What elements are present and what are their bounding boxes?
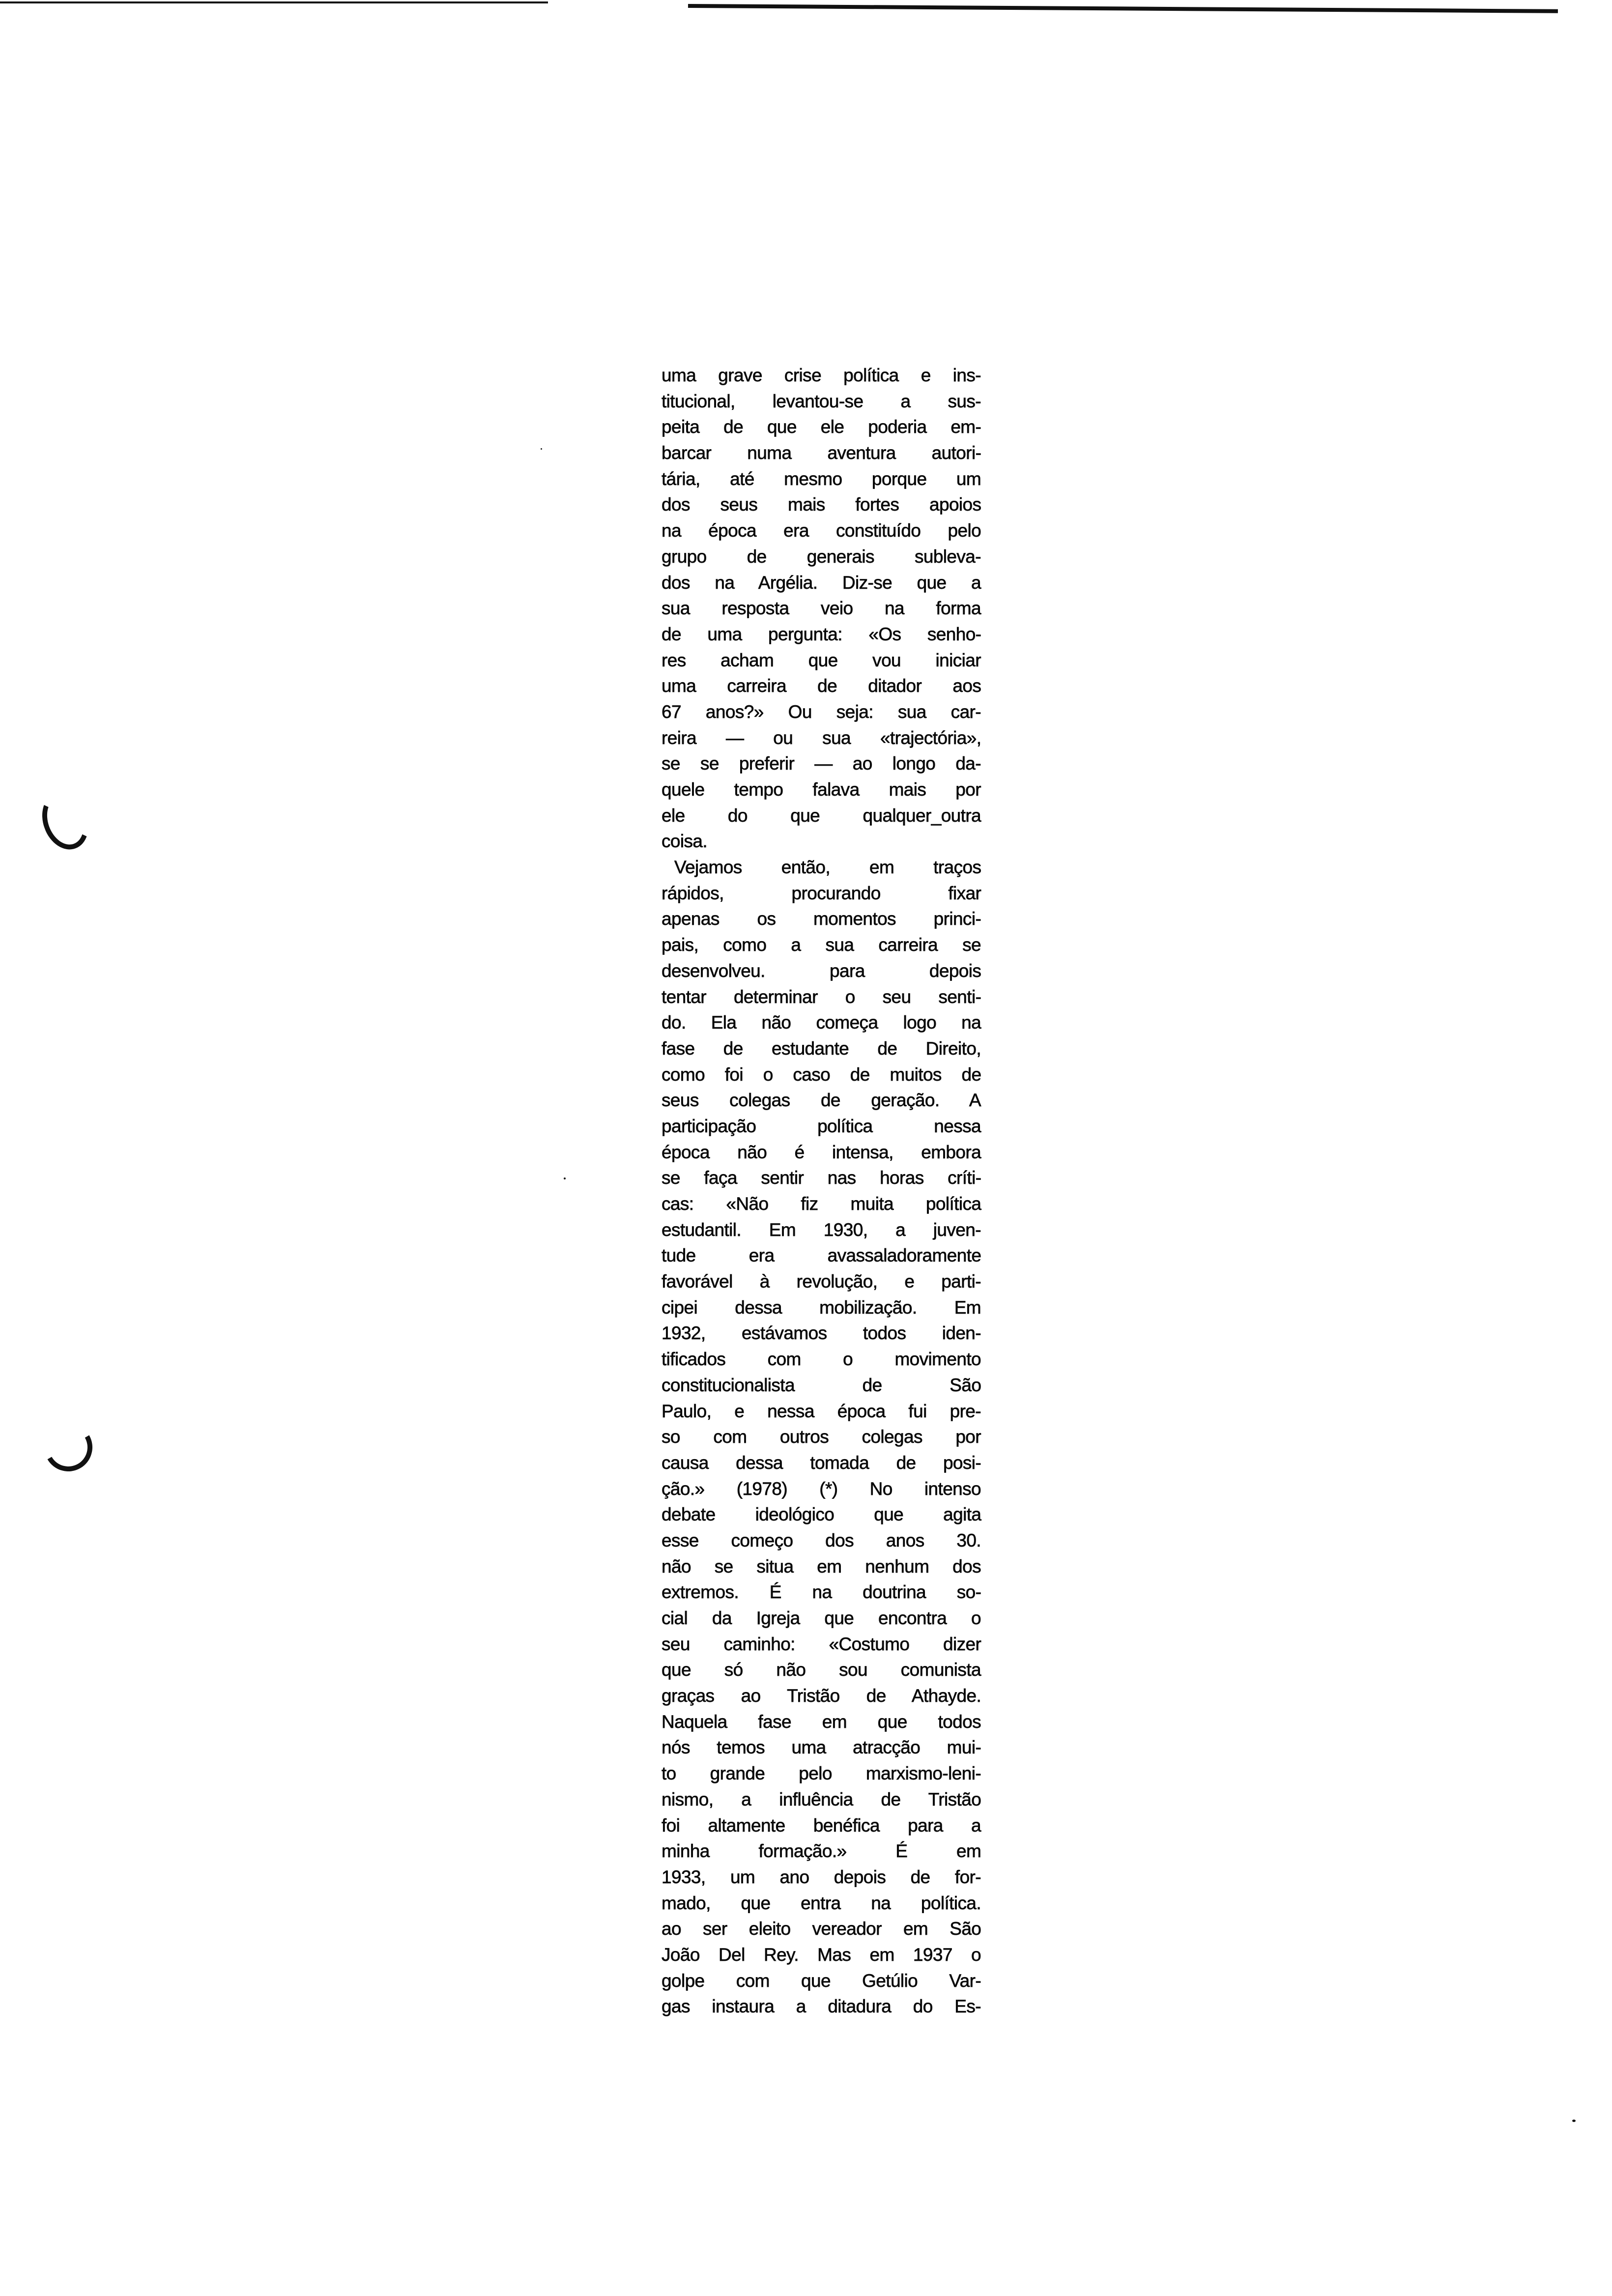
text-line: como foi o caso de muitos de [662, 1064, 981, 1085]
scan-speck [1572, 2120, 1576, 2122]
hole-punch-mark-lower [39, 1418, 98, 1477]
text-line: cas: «Não fiz muita política [662, 1194, 981, 1214]
text-line: cipei dessa mobilização. Em [662, 1297, 981, 1318]
text-line: 1933, um ano depois de for- [662, 1866, 981, 1887]
text-line: tude era avassaladoramente [662, 1245, 981, 1266]
text-line: do. Ela não começa logo na [662, 1012, 981, 1033]
text-line: constitucionalista de São [662, 1375, 981, 1395]
text-line: titucional, levantou-se a sus- [662, 391, 981, 411]
hole-punch-mark-upper [34, 785, 96, 856]
text-line-paragraph-start: Vejamos então, em traços [674, 857, 981, 878]
text-line-paragraph-end: coisa. [662, 831, 708, 852]
text-line: sua resposta veio na forma [662, 598, 981, 619]
text-line: nismo, a influência de Tristão [662, 1789, 981, 1809]
text-line: to grande pelo marxismo-leni- [662, 1763, 981, 1784]
text-line: golpe com que Getúlio Var- [662, 1970, 981, 1991]
text-line: 1932, estávamos todos iden- [662, 1323, 981, 1344]
scan-speck [564, 1177, 566, 1179]
text-line: esse começo dos anos 30. [662, 1530, 981, 1550]
text-line: nós temos uma atracção mui- [662, 1737, 981, 1758]
text-line: so com outros colegas por [662, 1427, 981, 1447]
text-line: dos na Argélia. Diz-se que a [662, 572, 981, 593]
text-line: época não é intensa, embora [662, 1142, 981, 1162]
text-line: reira — ou sua «trajectória», [662, 727, 981, 748]
text-line: quele tempo falava mais por [662, 779, 981, 800]
text-line: fase de estudante de Direito, [662, 1038, 981, 1059]
text-line: João Del Rey. Mas em 1937 o [662, 1944, 981, 1965]
text-line: estudantil. Em 1930, a juven- [662, 1219, 981, 1240]
text-line: uma carreira de ditador aos [662, 676, 981, 696]
text-line: de uma pergunta: «Os senho- [662, 624, 981, 644]
text-line: apenas os momentos princi- [662, 909, 981, 929]
text-line: que só não sou comunista [662, 1660, 981, 1680]
text-line: se faça sentir nas horas críti- [662, 1168, 981, 1188]
text-line: extremos. É na doutrina so- [662, 1582, 981, 1603]
text-line: rápidos, procurando fixar [662, 883, 981, 903]
text-line: ção.» (1978) (*) No intenso [662, 1478, 981, 1499]
text-line: tária, até mesmo porque um [662, 468, 981, 489]
text-line: mado, que entra na política. [662, 1893, 981, 1913]
text-line: graças ao Tristão de Athayde. [662, 1686, 981, 1706]
text-line: minha formação.» É em [662, 1841, 981, 1862]
text-line: dos seus mais fortes apoios [662, 494, 981, 515]
text-line: participação política nessa [662, 1116, 981, 1136]
scan-edge-line-right [688, 4, 1558, 13]
text-line: 67 anos?» Ou seja: sua car- [662, 701, 981, 722]
text-line: Naquela fase em que todos [662, 1711, 981, 1732]
text-line: tentar determinar o seu senti- [662, 986, 981, 1007]
text-line: barcar numa aventura autori- [662, 443, 981, 463]
article-column [662, 363, 981, 2020]
text-line: pais, como a sua carreira se [662, 935, 981, 955]
text-line: não se situa em nenhum dos [662, 1556, 981, 1577]
text-line: debate ideológico que agita [662, 1504, 981, 1525]
text-line: ele do que qualquer_outra [662, 805, 981, 826]
text-line: na época era constituído pelo [662, 520, 981, 541]
text-line: cial da Igreja que encontra o [662, 1608, 981, 1628]
text-line: seus colegas de geração. A [662, 1090, 981, 1111]
text-line: peita de que ele poderia em- [662, 417, 981, 437]
text-line: foi altamente benéfica para a [662, 1815, 981, 1836]
text-line: uma grave crise política e ins- [662, 365, 981, 385]
text-line: ao ser eleito vereador em São [662, 1919, 981, 1939]
text-line: res acham que vou iniciar [662, 650, 981, 670]
text-line: Paulo, e nessa época fui pre- [662, 1401, 981, 1421]
text-line: favorável à revolução, e parti- [662, 1271, 981, 1292]
scan-speck [541, 448, 542, 450]
text-line: se se preferir — ao longo da- [662, 753, 981, 774]
text-line: seu caminho: «Costumo dizer [662, 1634, 981, 1654]
scan-edge-line-left [0, 1, 548, 3]
text-line: grupo de generais subleva- [662, 546, 981, 567]
text-line: causa dessa tomada de posi- [662, 1452, 981, 1473]
text-line: tificados com o movimento [662, 1349, 981, 1370]
text-line: gas instaura a ditadura do Es- [662, 1996, 981, 2017]
text-line: desenvolveu. para depois [662, 960, 981, 981]
